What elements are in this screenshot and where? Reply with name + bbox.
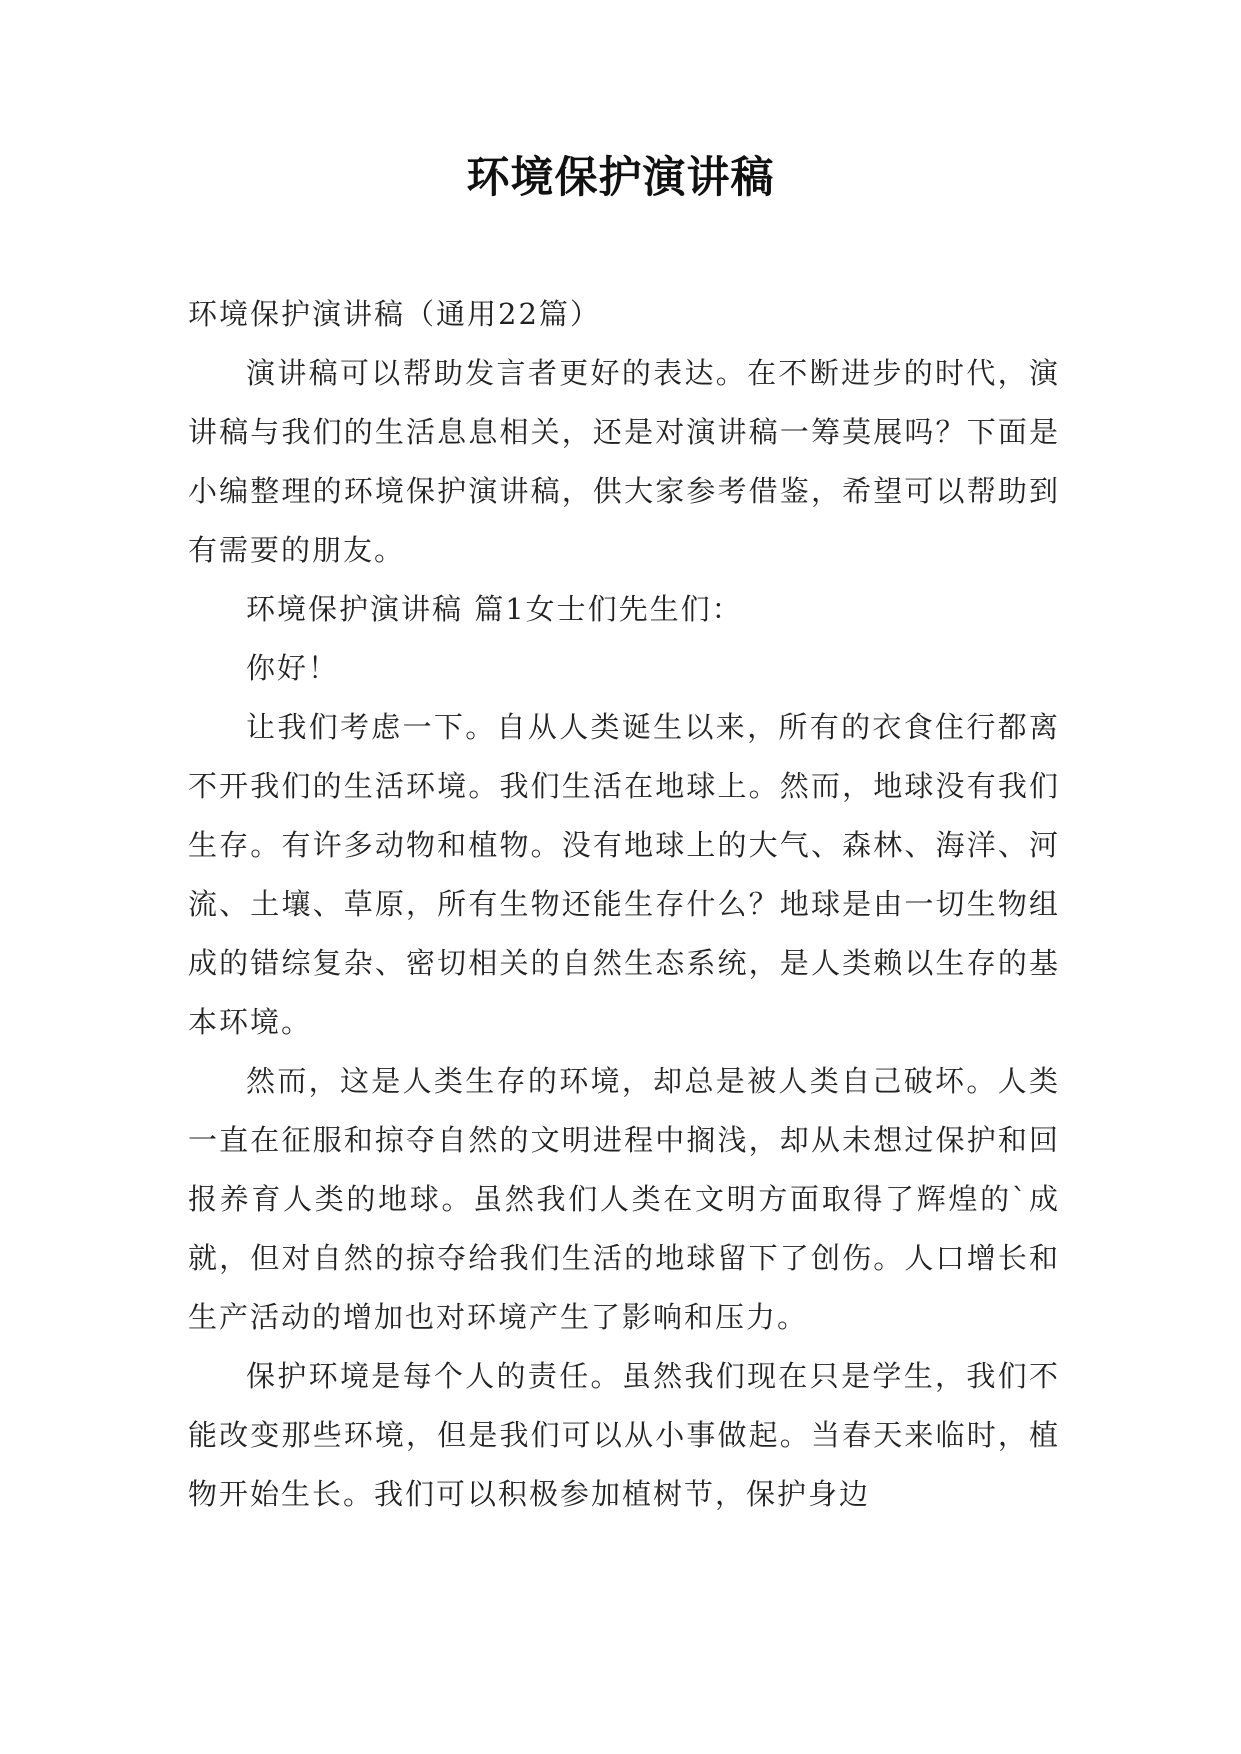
paragraph-body-2: 然而，这是人类生存的环境，却总是被人类自己破坏。人类一直在征服和掠夺自然的文明进程中搁浅，却从未想过保护和回报养育人类的地球。虽然我们人类在文明方面取得了辉煌的`成就，但对自然的掠夺给我们生活的地球留下了创伤。人口增长和生产活动的增加也对环境产生了影响和压力。 (188, 1064, 1060, 1334)
paragraph-section-heading: 环境保护演讲稿 篇1女士们先生们： (246, 592, 743, 626)
paragraph-greeting: 你好！ (246, 651, 340, 685)
document-subtitle: 环境保护演讲稿（通用22篇） (188, 297, 601, 331)
paragraph-body-3: 保护环境是每个人的责任。虽然我们现在只是学生，我们不能改变那些环境，但是我们可以从小事做起。当春天来临时，植物开始生长。我们可以积极参加植树节，保护身边 (188, 1359, 1060, 1511)
document-body (188, 285, 1060, 1524)
paragraph-body-1: 让我们考虑一下。自从人类诞生以来，所有的衣食住行都离不开我们的生活环境。我们生活在地球上。然而，地球没有我们生存。有许多动物和植物。没有地球上的大气、森林、海洋、河流、土壤、草原，所有生物还能生存什么？地球是由一切生物组成的错综复杂、密切相关的自然生态系统，是人类赖以生存的基本环境。 (188, 710, 1060, 1039)
paragraph-intro: 演讲稿可以帮助发言者更好的表达。在不断进步的时代，演讲稿与我们的生活息息相关，还是对演讲稿一筹莫展吗？下面是小编整理的环境保护演讲稿，供大家参考借鉴，希望可以帮助到有需要的朋友。 (188, 356, 1060, 567)
page-title: 环境保护演讲稿 (466, 153, 775, 203)
